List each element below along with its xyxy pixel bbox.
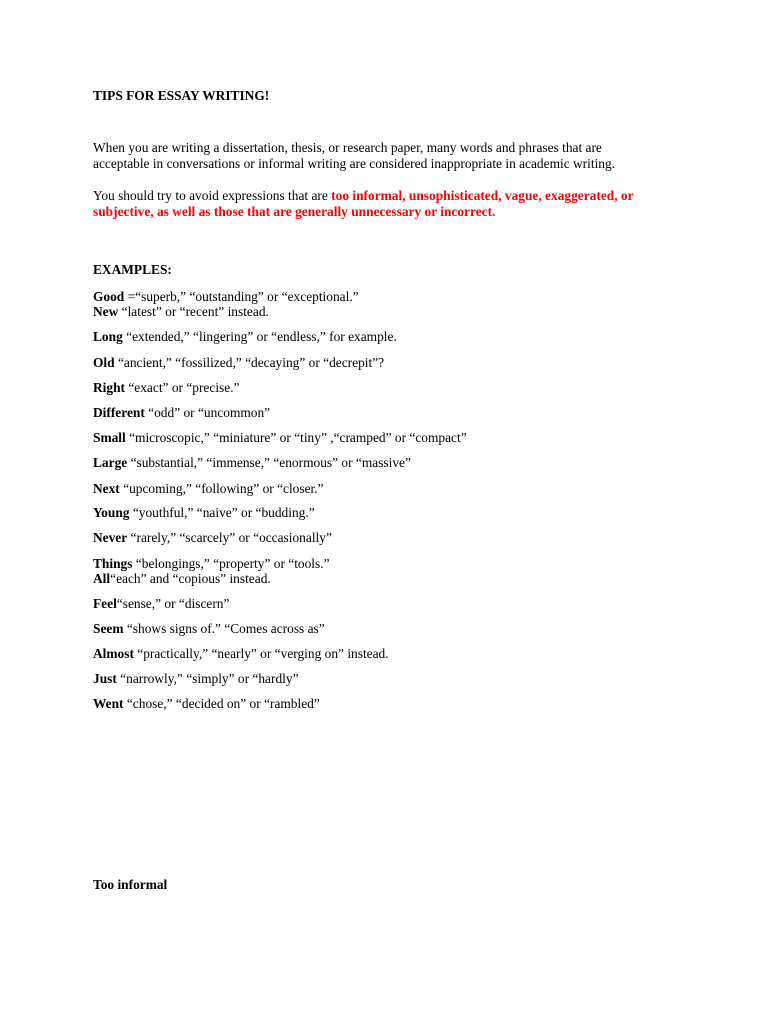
example-long xyxy=(93,329,683,345)
example-different xyxy=(93,405,683,421)
footer-heading: Too informal xyxy=(93,877,168,892)
example-word: Old xyxy=(93,355,115,370)
example-text: “narrowly,” “simply” or “hardly” xyxy=(116,671,299,686)
example-next xyxy=(93,481,683,497)
advice-highlight-2: subjective, as well as those that are generally unnecessary or incorrect. xyxy=(93,204,496,219)
intro-line-1: When you are writing a dissertation, thesis, or research paper, many words and phrases that are xyxy=(93,140,602,155)
example-went xyxy=(93,696,683,712)
example-word: Right xyxy=(93,380,125,395)
example-right xyxy=(93,380,683,396)
example-word: Small xyxy=(93,430,126,445)
example-never xyxy=(93,530,683,546)
example-seem xyxy=(93,621,683,637)
example-word: Different xyxy=(93,405,145,420)
example-text: “exact” or “precise.” xyxy=(125,380,240,395)
example-word: Went xyxy=(93,696,124,711)
advice-line-1 xyxy=(93,188,683,204)
example-young xyxy=(93,505,683,521)
example-text: “extended,” “lingering” or “endless,” for example. xyxy=(122,329,397,344)
example-word: Feel xyxy=(93,596,117,611)
example-word: Things xyxy=(93,556,133,571)
examples-heading: EXAMPLES: xyxy=(93,262,172,277)
example-word: Long xyxy=(93,329,123,344)
example-good xyxy=(93,289,683,305)
example-text: “each” and “copious” instead. xyxy=(110,571,271,586)
example-text: “shows signs of.” “Comes across as” xyxy=(123,621,325,636)
example-text: =“superb,” “outstanding” or “exceptional.” xyxy=(124,289,359,304)
example-text: “odd” or “uncommon” xyxy=(144,405,271,420)
example-text: “ancient,” “fossilized,” “decaying” or “decrepit”? xyxy=(114,355,385,370)
example-small xyxy=(93,430,683,446)
example-text: “latest” or “recent” instead. xyxy=(118,304,269,319)
example-word: Seem xyxy=(93,621,124,636)
example-word: All xyxy=(93,571,111,586)
example-word: Next xyxy=(93,481,120,496)
example-word: New xyxy=(93,304,119,319)
example-large xyxy=(93,455,683,471)
example-old xyxy=(93,355,683,371)
example-text: “substantial,” “immense,” “enormous” or “massive” xyxy=(127,455,411,470)
example-text: “youthful,” “naive” or “budding.” xyxy=(129,505,315,520)
document-title: TIPS FOR ESSAY WRITING! xyxy=(93,88,270,103)
example-feel xyxy=(93,596,683,612)
example-almost xyxy=(93,646,683,662)
example-word: Large xyxy=(93,455,128,470)
example-word: Young xyxy=(93,505,130,520)
example-text: “upcoming,” “following” or “closer.” xyxy=(119,481,324,496)
example-just xyxy=(93,671,683,687)
example-things xyxy=(93,556,683,572)
example-text: “practically,” “nearly” or “verging on” instead. xyxy=(133,646,389,661)
intro-line-2: acceptable in conversations or informal writing are considered inappropriate in academic writing. xyxy=(93,156,616,171)
example-new xyxy=(93,304,683,320)
example-text: “microscopic,” “miniature” or “tiny” ,“cramped” or “compact” xyxy=(125,430,467,445)
example-text: “sense,” or “discern” xyxy=(116,596,230,611)
example-word: Never xyxy=(93,530,128,545)
example-word: Almost xyxy=(93,646,134,661)
advice-prefix: You should try to avoid expressions that are xyxy=(93,188,332,203)
example-text: “chose,” “decided on” or “rambled” xyxy=(123,696,320,711)
advice-highlight-1: too informal, unsophisticated, vague, exaggerated, or xyxy=(331,188,634,203)
example-word: Just xyxy=(93,671,117,686)
example-all xyxy=(93,571,683,587)
example-text: “belongings,” “property” or “tools.” xyxy=(132,556,330,571)
example-text: “rarely,” “scarcely” or “occasionally” xyxy=(127,530,332,545)
example-word: Good xyxy=(93,289,125,304)
